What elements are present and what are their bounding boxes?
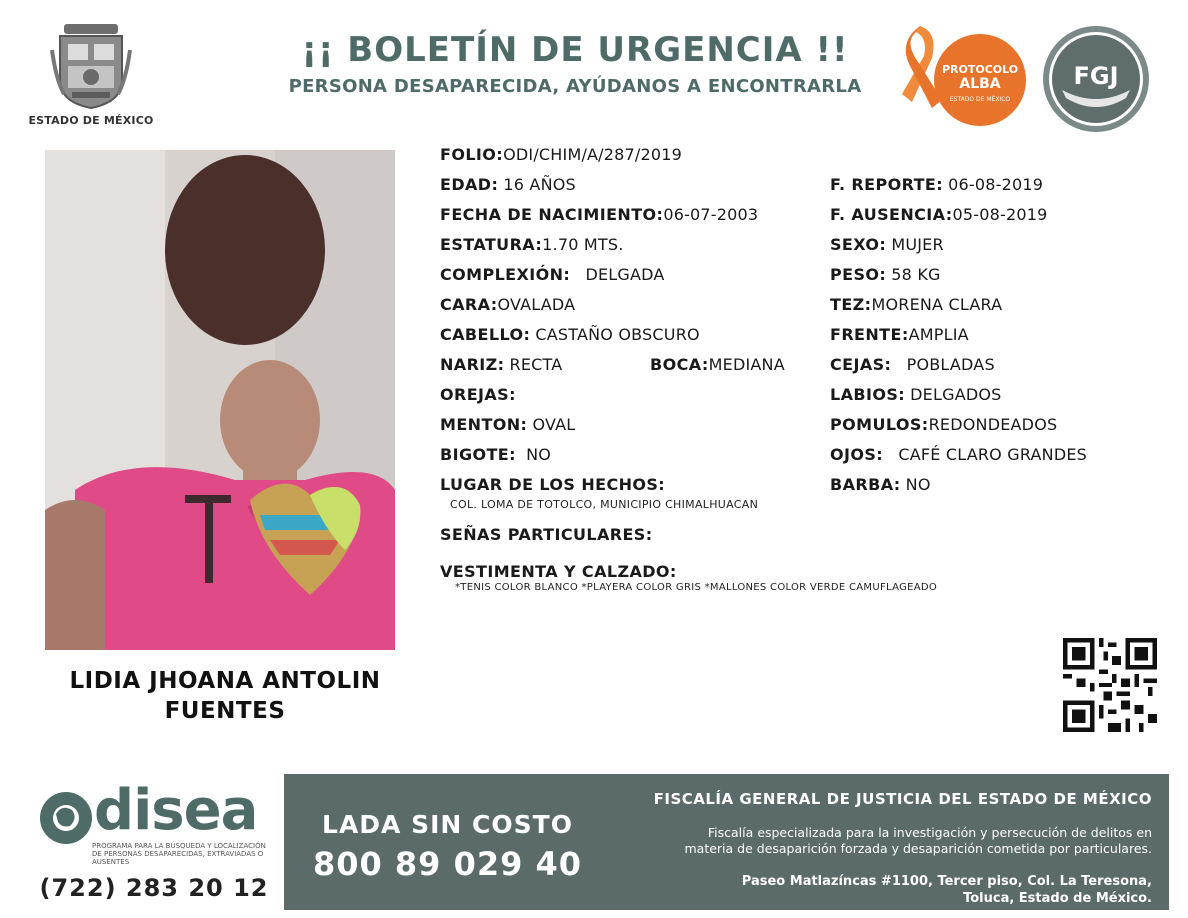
fiscalia-description [600,825,1152,857]
field-boca [650,355,785,374]
estado-de-mexico-label: ESTADO DE MÉXICO [28,114,154,127]
field-label: NARIZ: [440,355,505,374]
bulletin-subtitle: PERSONA DESAPARECIDA, AYÚDANOS A ENCONTRARLA [288,76,862,97]
bulletin-title: ¡¡ BOLETÍN DE URGENCIA !! [301,30,849,70]
field-label: FRENTE: [830,325,909,344]
field-value: RECTA [509,355,563,374]
field-value: 05-08-2019 [952,205,1048,224]
field-label: OJOS: [830,445,884,464]
field-barba [830,475,931,494]
field-value: AMPLIA [908,325,969,344]
field-label: BIGOTE: [440,445,516,464]
field-value: DELGADA [585,265,665,284]
field-label: BARBA: [830,475,901,494]
lada-label: LADA SIN COSTO [322,810,573,839]
field-value: 16 AÑOS [503,175,576,194]
field-value: 58 KG [891,265,941,284]
field-value: 1.70 MTS. [542,235,624,254]
qr-code-icon[interactable] [1063,638,1157,732]
field-label: OREJAS: [440,385,516,404]
field-ojos [830,445,1087,464]
field-label: CEJAS: [830,355,892,374]
field-value: OVAL [532,415,576,434]
field-lugar-value: COL. LOMA DE TOTOLCO, MUNICIPIO CHIMALHUACAN [450,498,759,511]
alba-line3: ESTADO DE MÉXICO [949,96,1011,103]
field-label: MENTON: [440,415,528,434]
missing-person-name [40,666,410,726]
field-label: VESTIMENTA Y CALZADO: [440,562,677,581]
field-cejas [830,355,995,374]
field-estatura [440,235,624,254]
missing-person-photo [45,150,395,650]
field-folio [440,145,682,164]
field-peso [830,265,941,284]
field-reporte [830,175,1043,194]
name-line1: LIDIA JHOANA ANTOLIN [69,668,381,694]
field-label: FECHA DE NACIMIENTO: [440,205,664,224]
field-value: CASTAÑO OBSCURO [535,325,700,344]
field-label: CABELLO: [440,325,531,344]
field-label: SEXO: [830,235,887,254]
field-value: REDONDEADOS [928,415,1058,434]
field-orejas [440,385,516,404]
field-pomulos [830,415,1057,434]
protocolo-alba-logo [898,22,1030,130]
field-value: ODI/CHIM/A/287/2019 [503,145,683,164]
fiscalia-desc-line2: materia de desaparición forzada y desaparición cometida por particulares. [684,841,1152,856]
field-value: 06-07-2003 [663,205,759,224]
field-value: OVALADA [497,295,576,314]
field-label: LABIOS: [830,385,906,404]
address-line2: Toluca, Estado de México. [963,891,1152,906]
field-value: DELGADOS [910,385,1002,404]
field-bigote [440,445,551,464]
alba-line1: PROTOCOLO [942,63,1019,76]
field-label: BOCA: [650,355,709,374]
fgj-seal-logo [1040,24,1152,134]
field-value: MORENA CLARA [871,295,1003,314]
field-vestimenta [440,562,677,581]
lada-number[interactable]: 800 89 029 40 [312,845,583,883]
fiscalia-address [600,873,1152,907]
field-tez [830,295,1002,314]
odisea-phone[interactable]: (722) 283 20 12 [39,874,269,902]
field-cabello [440,325,700,344]
field-value: MUJER [891,235,944,254]
field-label: LUGAR DE LOS HECHOS: [440,475,666,494]
field-senas [440,525,653,544]
field-nacimiento [440,205,758,224]
field-labios [830,385,1002,404]
fgj-label: FGJ [1073,62,1119,90]
field-edad [440,175,576,194]
fiscalia-title: FISCALÍA GENERAL DE JUSTICIA DEL ESTADO DE MÉXICO [653,790,1152,808]
field-label: CARA: [440,295,498,314]
field-label: POMULOS: [830,415,929,434]
field-value: 06-08-2019 [948,175,1044,194]
field-value: MEDIANA [708,355,785,374]
odisea-description: PROGRAMA PARA LA BÚSQUEDA Y LOCALIZACIÓN DE PERSONAS DESAPARECIDAS, EXTRAVIADAS O AUSENTES [92,842,266,866]
field-sexo [830,235,944,254]
field-label: SEÑAS PARTICULARES: [440,525,653,544]
field-label: EDAD: [440,175,499,194]
field-value: CAFÉ CLARO GRANDES [898,445,1088,464]
field-label: PESO: [830,265,887,284]
field-label: TEZ: [830,295,872,314]
field-frente [830,325,969,344]
field-label: F. AUSENCIA: [830,205,953,224]
field-value: NO [905,475,931,494]
field-label: ESTATURA: [440,235,543,254]
field-cara [440,295,575,314]
estado-de-mexico-coat-of-arms-icon [50,20,132,110]
alba-line2: ALBA [959,76,1001,92]
field-label: COMPLEXIÓN: [440,265,571,284]
field-ausencia [830,205,1048,224]
field-value: POBLADAS [906,355,995,374]
field-complexion [440,265,665,284]
field-value: NO [526,445,552,464]
field-lugar [440,475,665,494]
odisea-brand: disea [94,778,258,843]
name-line2: FUENTES [164,698,286,724]
field-label: FOLIO: [440,145,504,164]
field-vestimenta-value: *TENIS COLOR BLANCO *PLAYERA COLOR GRIS *MALLONES COLOR VERDE CAMUFLAGEADO [455,582,938,593]
fiscalia-desc-line1: Fiscalía especializada para la investigación y persecución de delitos en [707,825,1152,840]
field-menton [440,415,575,434]
address-line1: Paseo Matlazíncas #1100, Tercer piso, Col. La Teresona, [741,874,1152,889]
field-nariz [440,355,562,374]
field-label: F. REPORTE: [830,175,944,194]
